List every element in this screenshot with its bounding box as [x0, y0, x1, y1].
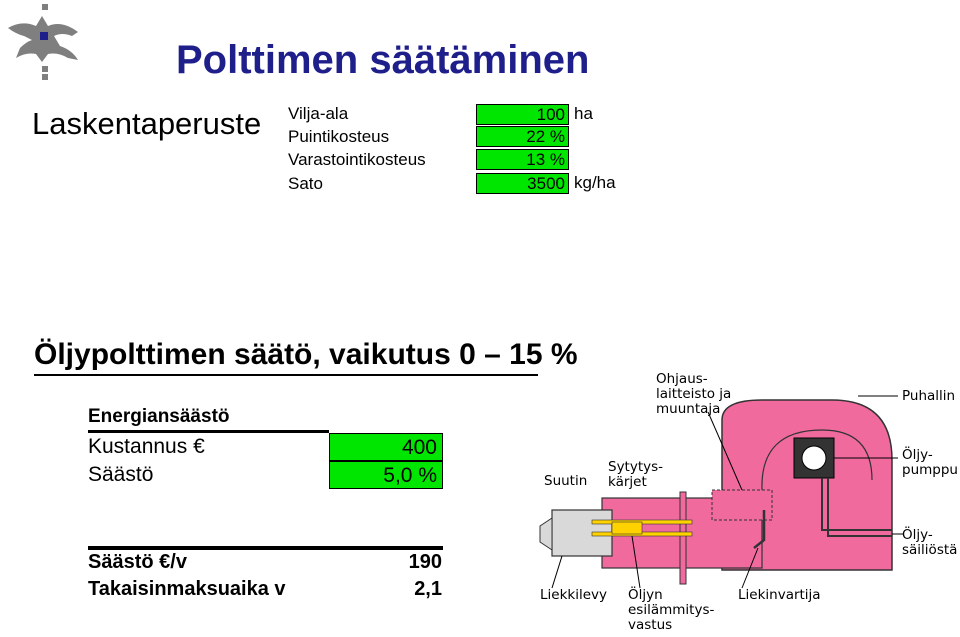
param-value-varastointikosteus: 13 %: [476, 149, 569, 170]
param-value-vilja-ala: 100: [476, 104, 569, 125]
university-logo: [2, 2, 86, 82]
energy-heading-rule: [88, 430, 329, 433]
param-value-puintikosteus: 22 %: [476, 126, 569, 147]
payback-value: 2,1: [414, 578, 442, 600]
cost-label: Kustannus €: [88, 435, 205, 458]
saving-label: Säästö: [88, 463, 154, 486]
section-label: Laskentaperuste: [32, 106, 262, 141]
label-liekkilevy: Liekkilevy: [540, 587, 607, 603]
param-unit-vilja-ala: ha: [574, 104, 593, 123]
param-value-sato: 3500: [476, 173, 569, 194]
annual-saving-value: 190: [408, 551, 442, 573]
burner-diagram: [532, 370, 960, 637]
label-oljysailio: Öljy- säiliöstä: [902, 527, 958, 558]
annual-saving-label: Säästö €/v: [88, 551, 187, 573]
payback-label: Takaisinmaksuaika v: [88, 578, 286, 600]
param-label-sato: Sato: [288, 174, 323, 193]
page-title: Polttimen säätäminen: [176, 38, 590, 82]
saving-value: 5,0 %: [329, 461, 443, 489]
label-liekinvartija: Liekinvartija: [738, 587, 821, 603]
label-esilammitysvastus: Öljyn esilämmitys- vastus: [628, 587, 715, 633]
pump-dial: [802, 446, 826, 470]
param-label-puintikosteus: Puintikosteus: [288, 127, 390, 146]
summary-rule: [88, 546, 443, 550]
leader-liekkilevy: [552, 556, 562, 588]
label-puhallin: Puhallin: [902, 388, 956, 404]
label-oljypumppu: Öljy- pumppu: [902, 447, 958, 478]
label-suutin: Suutin: [544, 473, 588, 489]
param-label-varastointikosteus: Varastointikosteus: [288, 150, 426, 169]
flange-plate: [680, 492, 686, 584]
label-ohjauslaitteisto: Ohjaus- laitteisto ja muuntaja: [656, 371, 732, 417]
cost-value: 400: [329, 433, 443, 461]
energy-saving-heading: Energiansäästö: [88, 406, 230, 427]
label-sytytyskarjet: Sytytys- kärjet: [608, 459, 664, 490]
oil-burner-heading: Öljypolttimen säätö, vaikutus 0 – 15 %: [34, 338, 578, 371]
heading-underline: [34, 374, 538, 376]
nozzle-cone: [540, 518, 552, 550]
param-label-vilja-ala: Vilja-ala: [288, 104, 349, 123]
nozzle-body: [612, 522, 642, 534]
param-unit-sato: kg/ha: [574, 173, 616, 192]
